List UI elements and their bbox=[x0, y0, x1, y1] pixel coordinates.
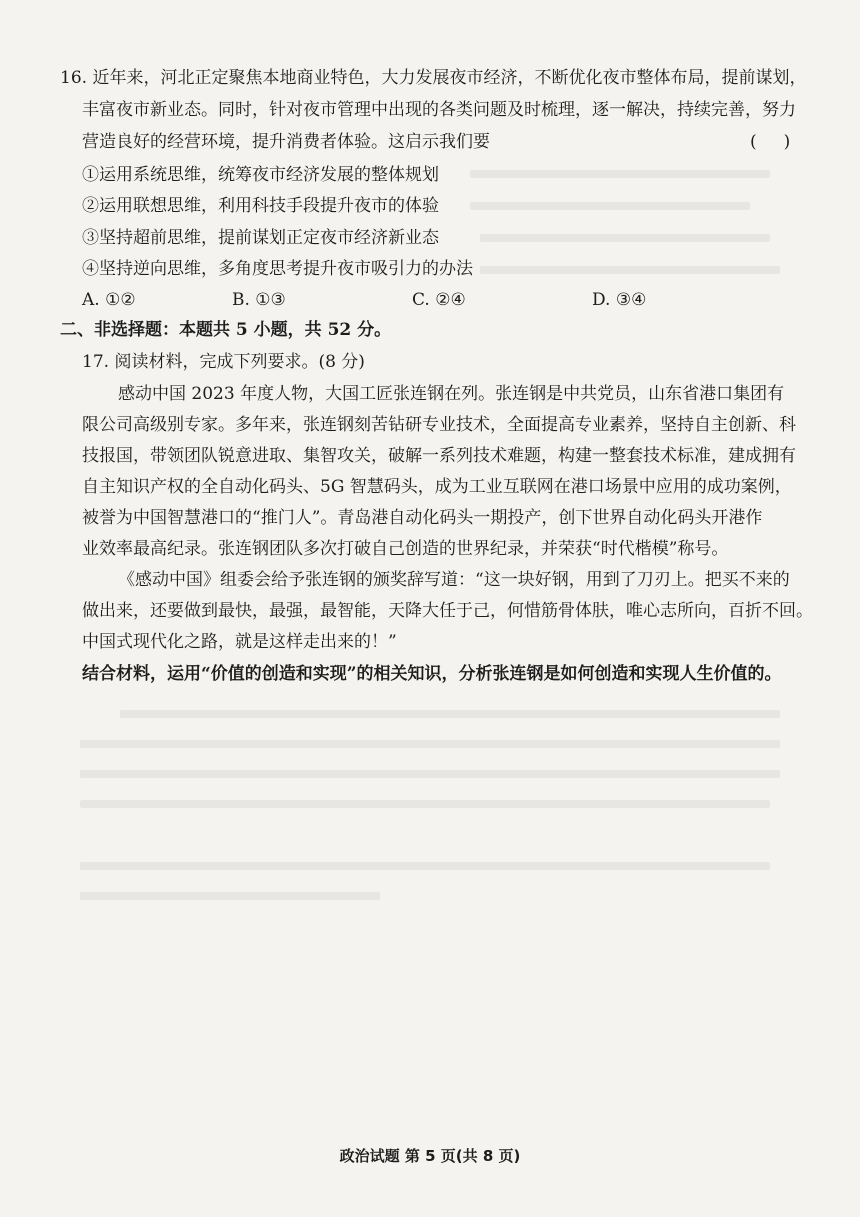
choice-a: A. ①② bbox=[82, 290, 136, 310]
material-line-9: 中国式现代化之路，就是这样走出来的！” bbox=[82, 632, 397, 652]
bleed-through-mark bbox=[470, 170, 770, 178]
question-17-title: 17. 阅读材料，完成下列要求。(8 分) bbox=[82, 352, 365, 372]
statement-1: ①运用系统思维，统筹夜市经济发展的整体规划 bbox=[82, 165, 439, 185]
material-line-3: 技报国，带领团队锐意进取、集智攻关，破解一系列技术难题，构建一整套技术标准，建成拥有 bbox=[82, 446, 796, 466]
answer-parentheses: ( ) bbox=[750, 132, 791, 152]
material-line-5: 被誉为中国智慧港口的“推门人”。青岛港自动化码头一期投产，创下世界自动化码头开港作 bbox=[82, 508, 763, 528]
question-16-line-1: 16. 近年来，河北正定聚焦本地商业特色，大力发展夜市经济，不断优化夜市整体布局，提前谋划， bbox=[60, 68, 807, 88]
bleed-through-mark bbox=[120, 710, 780, 718]
statement-2: ②运用联想思维，利用科技手段提升夜市的体验 bbox=[82, 196, 439, 216]
material-line-4: 自主知识产权的全自动化码头、5G 智慧码头，成为工业互联网在港口场景中应用的成功案例， bbox=[82, 477, 792, 497]
choice-c: C. ②④ bbox=[412, 290, 466, 310]
question-16-line-2: 丰富夜市新业态。同时，针对夜市管理中出现的各类问题及时梳理，逐一解决，持续完善，努力 bbox=[82, 100, 796, 120]
bleed-through-mark bbox=[480, 266, 780, 274]
material-line-8: 做出来，还要做到最快，最强，最智能，天降大任于己，何惜筋骨体肤，唯心志所向，百折不回。 bbox=[82, 601, 813, 621]
statement-4: ④坚持逆向思维，多角度思考提升夜市吸引力的办法 bbox=[82, 259, 473, 279]
material-line-6: 业效率最高纪录。张连钢团队多次打破自己创造的世界纪录，并荣获“时代楷模”称号。 bbox=[82, 539, 729, 559]
page-footer: 政治试题 第 5 页(共 8 页) bbox=[339, 1147, 521, 1165]
bleed-through-mark bbox=[480, 234, 770, 242]
bleed-through-mark bbox=[470, 202, 750, 210]
material-line-1: 感动中国 2023 年度人物，大国工匠张连钢在列。张连钢是中共党员，山东省港口集团有 bbox=[118, 384, 785, 404]
question-17-task: 结合材料，运用“价值的创造和实现”的相关知识，分析张连钢是如何创造和实现人生价值的。 bbox=[82, 664, 782, 684]
bleed-through-mark bbox=[80, 892, 380, 900]
choice-d: D. ③④ bbox=[592, 290, 647, 310]
section-2-heading: 二、非选择题：本题共 5 小题，共 52 分。 bbox=[60, 320, 392, 340]
bleed-through-mark bbox=[80, 862, 770, 870]
material-line-7: 《感动中国》组委会给予张连钢的颁奖辞写道：“这一块好钢，用到了刀刃上。把买不来的 bbox=[118, 570, 790, 590]
material-line-2: 限公司高级别专家。多年来，张连钢刻苦钻研专业技术，全面提高专业素养，坚持自主创新、科 bbox=[82, 415, 796, 435]
statement-3: ③坚持超前思维，提前谋划正定夜市经济新业态 bbox=[82, 228, 439, 248]
answer-choices bbox=[82, 288, 782, 312]
choice-b: B. ①③ bbox=[232, 290, 286, 310]
bleed-through-mark bbox=[80, 800, 770, 808]
bleed-through-mark bbox=[80, 770, 780, 778]
question-16-line-3: 营造良好的经营环境，提升消费者体验。这启示我们要 bbox=[82, 132, 490, 152]
bleed-through-mark bbox=[80, 740, 780, 748]
